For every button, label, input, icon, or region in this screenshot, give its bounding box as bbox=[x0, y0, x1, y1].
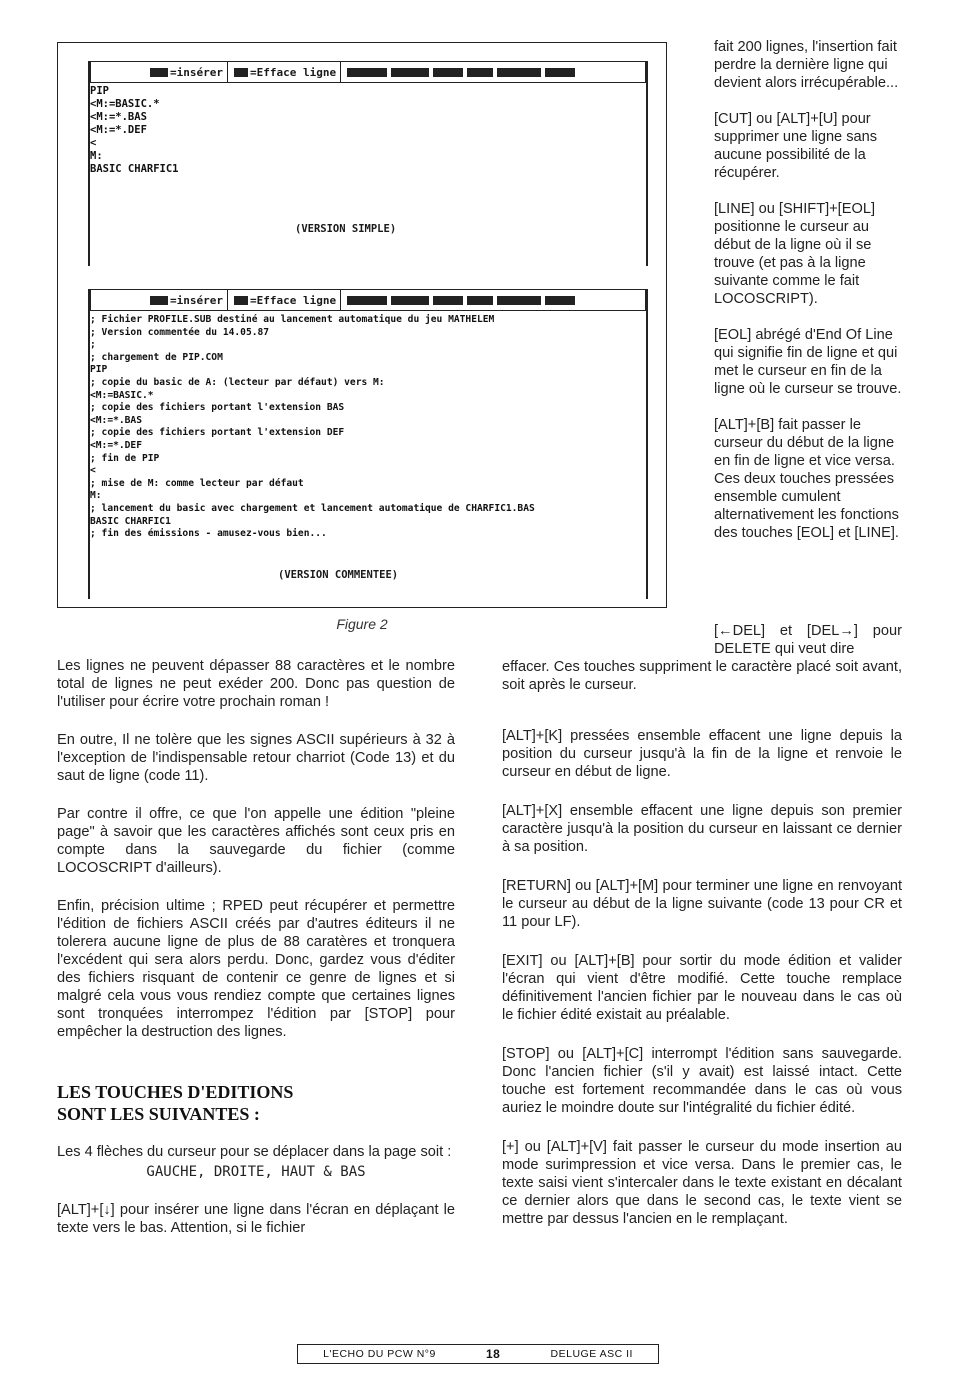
code-line: ; mise de M: comme lecteur par défaut bbox=[90, 477, 304, 489]
menu-insert: =insérer bbox=[170, 293, 223, 307]
paragraph: [EOL] abrégé d'End Of Line qui signifie fin de ligne et qui met le curseur en fin de la ligne où le curseur se trouve. bbox=[714, 327, 902, 397]
code-line: ; copie des fichiers portant l'extension DEF bbox=[90, 427, 345, 439]
paragraph: [ALT]+[B] fait passer le curseur du début de la ligne en fin de ligne et vice versa. Ces deux touches pressées ensemble cumulent alternativement les fonctions des touches [EOL] et [LINE]. bbox=[714, 417, 899, 541]
code-line: <M:=*.DEF bbox=[90, 439, 142, 451]
figure-caption: Figure 2 bbox=[336, 616, 388, 632]
paragraph: [EXIT] ou [ALT]+[B] pour sortir du mode édition et valider l'écran qui vient d'être modifié. Cette touche remplace définitivement l'ancien fichier par le nouveau dans le cas où le fichier édité existait au préalable. bbox=[502, 953, 902, 1023]
paragraph: Les 4 flèches du curseur pour se déplacer dans la page soit : bbox=[57, 1144, 452, 1160]
heading-line: SONT LES SUIVANTES : bbox=[57, 1104, 260, 1124]
code-line: <M:=BASIC.* bbox=[90, 389, 154, 401]
paragraph: [ALT]+[↓] pour insérer une ligne dans l'écran en déplaçant le texte vers le bas. Attention, si le fichier bbox=[57, 1202, 455, 1236]
screen-simple-version bbox=[88, 61, 648, 266]
code-line: <M:=*.DEF bbox=[90, 124, 147, 136]
code-line: <M:=*.BAS bbox=[90, 111, 147, 123]
paragraph: Enfin, précision ultime ; RPED peut récupérer et permettre l'édition de fichiers ASCII créés par d'autres éditeurs il ne tolerera aucune ligne de plus de 88 caratères et tronquera l'excédent qui sera alors perdu. Donc, gardez vous d'éditer des fichiers risquant de contenir ce genre de lignes et si malgré cela vous vous rendiez compte que certaines lignes sont tronquées interrompez l'édition par [STOP] pour empêcher la destruction des lignes. bbox=[57, 898, 455, 1040]
paragraph: [CUT] ou [ALT]+[U] pour supprimer une ligne sans aucune possibilité de la récupérer. bbox=[714, 111, 878, 181]
code-line: M: bbox=[90, 150, 103, 162]
screen-code-lines bbox=[90, 314, 646, 541]
code-line: <M:=BASIC.* bbox=[90, 98, 160, 110]
page-footer bbox=[297, 1344, 659, 1364]
code-line: PIP bbox=[90, 85, 109, 97]
paragraph: En outre, Il ne tolère que les signes ASCII supérieurs à 32 à l'exception de l'indispensable retour charriot (Code 13) et du saut de ligne (code 11). bbox=[57, 732, 455, 784]
screen-code-lines bbox=[90, 85, 646, 176]
paragraph: [STOP] ou [ALT]+[C] interrompt l'édition sans sauvegarde. Donc l'ancien fichier (s'il y avait) est laissé intact. Cette touche est fortement recommandée dans le cas où vous auriez le moindre doute sur l'intégralité du fichier édité. bbox=[502, 1046, 902, 1116]
page-number: 18 bbox=[486, 1347, 501, 1361]
paragraph: [ALT]+[X] ensemble effacent une ligne depuis son premier caractère jusqu'à la position du curseur en laissant ce dernier à sa position. bbox=[502, 803, 902, 855]
paragraph: [+] ou [ALT]+[V] fait passer le curseur du mode insertion au mode surimpression et vice versa. Dans le premier cas, le texte saisi vient s'intercaler dans le texte existant en décalant ce dernier alors que dans le second cas, le texte vient se mettre par dessus l'ancien en le remplaçant. bbox=[502, 1139, 902, 1227]
code-line: ; bbox=[90, 339, 96, 351]
version-label: (VERSION COMMENTEE) bbox=[278, 569, 399, 581]
paragraph: [ALT]+[K] pressées ensemble effacent une ligne depuis la position du curseur jusqu'à la fin de la ligne et renvoie le curseur en début de ligne. bbox=[502, 728, 902, 780]
section-heading bbox=[57, 1081, 455, 1125]
paragraph: fait 200 lignes, l'insertion fait perdre la dernière ligne qui devient alors irrécupérable... bbox=[714, 39, 899, 91]
left-column bbox=[57, 657, 455, 1257]
paragraph: [RETURN] ou [ALT]+[M] pour terminer une ligne en renvoyant le curseur au début de la ligne suivante (code 13 pour CR et 11 pour LF). bbox=[502, 878, 902, 930]
code-line: M: bbox=[90, 490, 102, 502]
code-line: ; copie du basic de A: (lecteur par défaut) vers M: bbox=[90, 376, 385, 388]
article-title: DELUGE ASC II bbox=[550, 1348, 633, 1360]
right-column-bottom bbox=[502, 622, 902, 1249]
code-line: BASIC CHARFIC1 bbox=[90, 163, 179, 175]
code-line: ; Version commentée du 14.05.87 bbox=[90, 326, 270, 338]
editor-menu-bar bbox=[90, 289, 646, 311]
code-line: ; Fichier PROFILE.SUB destiné au lancement automatique du jeu MATHELEM bbox=[90, 314, 495, 325]
code-line: < bbox=[90, 137, 97, 149]
code-line: BASIC CHARFIC1 bbox=[90, 515, 171, 527]
paragraph-delete-tail: effacer. Ces touches suppriment le caractère placé soit avant, soit après le curseur. bbox=[502, 659, 902, 693]
code-line: PIP bbox=[90, 364, 108, 376]
menu-erase-line: =Efface ligne bbox=[250, 293, 337, 307]
editor-menu-bar bbox=[90, 61, 646, 83]
code-line: ; fin des émissions - amusez-vous bien... bbox=[90, 528, 327, 540]
screen-commented-version bbox=[88, 289, 648, 599]
code-line: ; chargement de PIP.COM bbox=[90, 351, 223, 363]
code-line: ; copie des fichiers portant l'extension BAS bbox=[90, 402, 345, 414]
paragraph: Les lignes ne peuvent dépasser 88 caractères et le nombre total de lignes ne peut exéder 200. Donc pas question de l'utiliser pour écrire votre prochain roman ! bbox=[57, 658, 455, 710]
menu-insert: =insérer bbox=[170, 65, 223, 79]
heading-line: LES TOUCHES D'EDITIONS bbox=[57, 1082, 294, 1102]
magazine-name: L'ECHO DU PCW N°9 bbox=[323, 1348, 436, 1360]
code-line: < bbox=[90, 465, 96, 477]
paragraph-delete-head: [←DEL] et [DEL→] pour DELETE qui veut dire bbox=[714, 623, 902, 657]
code-line: <M:=*.BAS bbox=[90, 414, 142, 426]
code-line: ; fin de PIP bbox=[90, 452, 160, 464]
right-column-top bbox=[714, 38, 902, 560]
menu-erase-line: =Efface ligne bbox=[250, 65, 337, 79]
arrow-directions: GAUCHE, DROITE, HAUT & BAS bbox=[146, 1164, 366, 1180]
figure-2 bbox=[57, 42, 667, 608]
paragraph: [LINE] ou [SHIFT]+[EOL] positionne le curseur au début de la ligne où il se trouve (et pas à la ligne suivante comme le fait LOCOSCRIPT). bbox=[714, 201, 875, 307]
version-label: (VERSION SIMPLE) bbox=[295, 223, 397, 235]
paragraph: Par contre il offre, ce que l'on appelle une édition "pleine page" à savoir que les caractères affichés sont ceux pris en compte dans la sauvegarde du fichier (comme LOCOSCRIPT d'ailleurs). bbox=[57, 806, 455, 876]
code-line: ; lancement du basic avec chargement et lancement automatique de CHARFIC1.BAS bbox=[90, 502, 535, 514]
